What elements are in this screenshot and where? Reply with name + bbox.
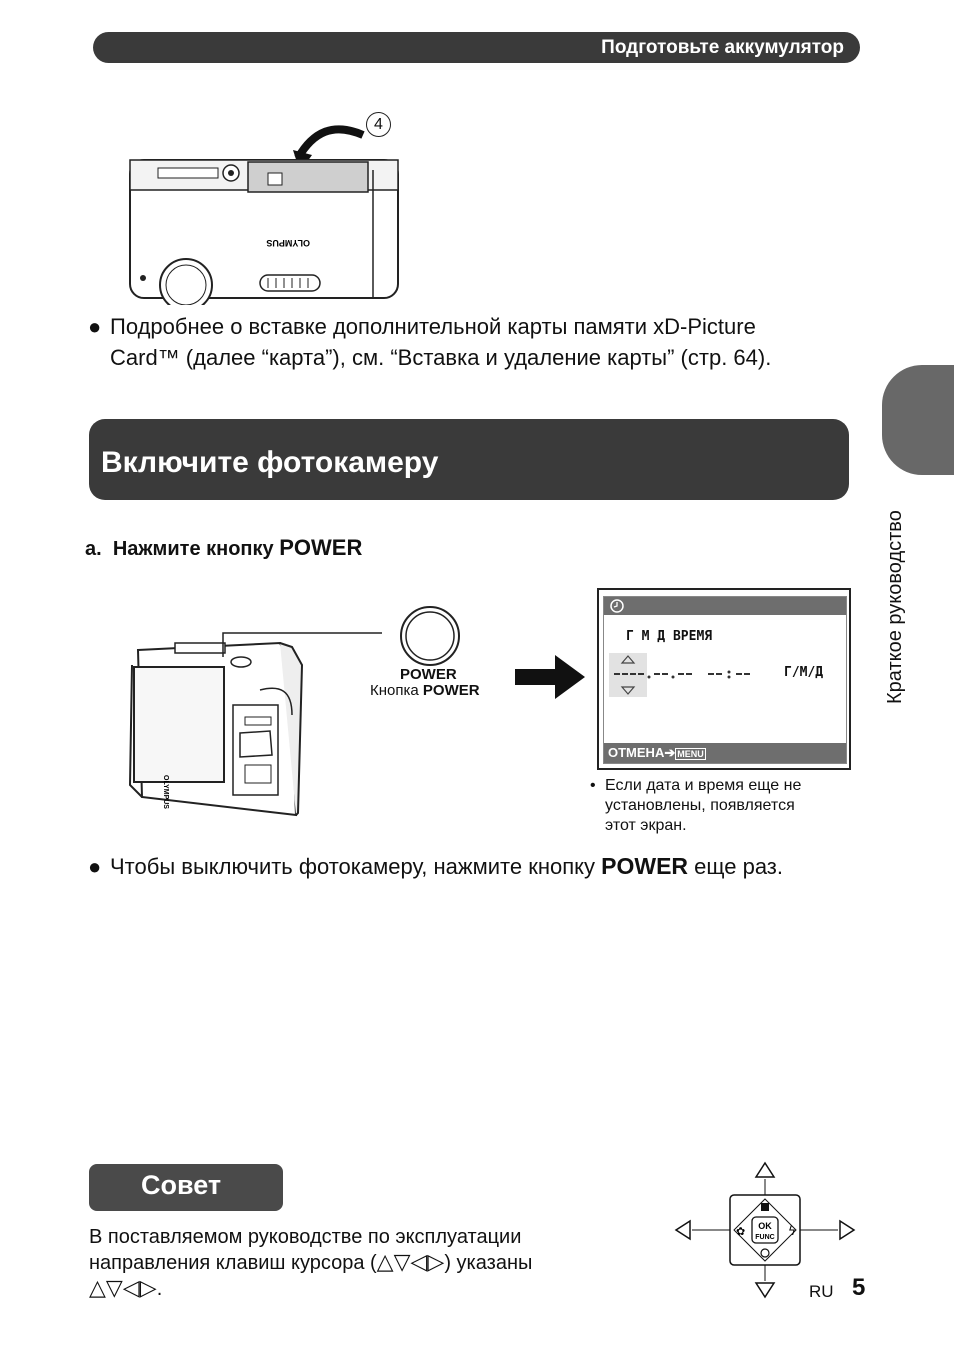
flash-icon: ϟ: [788, 1224, 796, 1238]
power-caption-prefix: Кнопка: [370, 682, 419, 699]
camera-battery-illustration: [118, 110, 408, 305]
right-arrow-icon: [515, 655, 587, 699]
brand-logo: OLYMPUS: [266, 238, 310, 248]
tip-line-1: В поставляемом руководстве по эксплуатации: [89, 1226, 522, 1248]
section-title-bar: [89, 419, 849, 500]
bullet-2-text: Чтобы выключить фотокамеру, нажмите кнопку: [110, 854, 595, 879]
lcd-date-format: Г/М/Д: [784, 665, 824, 680]
arrow-keys-icon: △▽◁▷: [89, 1276, 157, 1301]
tip-text: [89, 1224, 629, 1302]
page-language: RU: [809, 1282, 834, 1301]
step-number-badge: 4: [366, 112, 391, 137]
step-a-key: POWER: [279, 535, 363, 560]
bullet-2-line: [110, 851, 783, 882]
lcd-title-bar: [604, 597, 846, 615]
camera-front-illustration: [120, 625, 390, 820]
bullet-2-key: POWER: [601, 853, 689, 879]
power-button-label: POWER: [400, 666, 457, 683]
step-a-text: Нажмите кнопку: [112, 538, 274, 560]
arrow-right-icon: ➔: [664, 745, 676, 760]
date-placeholder-dashes: [612, 667, 762, 681]
right-arrow-icon: [840, 1221, 854, 1239]
bullet-2-tail: еще раз.: [694, 854, 783, 879]
tip-line-3: [89, 1276, 629, 1302]
section-header-bar: [93, 32, 860, 63]
side-tab-label: Краткое руководство: [884, 510, 906, 704]
page-number: 5: [852, 1274, 866, 1301]
left-arrow-icon: [676, 1221, 690, 1239]
lcd-header-fields: Г М Д ВРЕМЯ: [626, 629, 713, 644]
bullet-line-1: Подробнее о вставке дополнительной карты памяти xD-Picture: [110, 314, 756, 339]
lcd-cancel-label: ОТМЕНА: [608, 745, 665, 760]
bullet-icon: ●: [88, 854, 102, 879]
func-label: FUNC: [755, 1234, 775, 1241]
tip-heading: Совет: [141, 1170, 222, 1200]
macro-icon: ✿: [736, 1225, 746, 1238]
cursor-dial-diagram: [668, 1155, 868, 1300]
tip-line-2: [89, 1250, 629, 1276]
lcd-note: [590, 776, 840, 836]
exposure-icon: [761, 1203, 769, 1211]
ok-label: OK: [758, 1221, 772, 1231]
power-caption-key: POWER: [422, 682, 480, 699]
lcd-bottom-bar: [604, 743, 846, 763]
bullet-line-2: Card™ (далее “карта”), см. “Вставка и удаление карты” (стр. 64).: [110, 345, 772, 370]
tip-line-3-post: .: [156, 1278, 163, 1300]
power-button-icon: [398, 606, 462, 670]
side-tab-marker: [882, 365, 954, 475]
step-a-prefix: a.: [85, 538, 102, 560]
step-a: [85, 535, 362, 561]
tip-heading-box: [89, 1164, 283, 1211]
lcd-panel: [603, 596, 847, 764]
up-arrow-icon: [756, 1163, 774, 1177]
camera-brand-logo: OLYMPUS: [162, 775, 169, 809]
menu-key-label: MENU: [677, 749, 704, 759]
section-title: Включите фотокамеру: [101, 446, 439, 479]
note-line: установлены, появляется: [605, 797, 795, 814]
note-line: Если дата и время еще не: [605, 777, 802, 794]
lcd-date-screen: [597, 588, 851, 770]
arrow-keys-outline-icon: △▽◁▷: [376, 1250, 445, 1275]
tip-line-2-post: ) указаны: [444, 1252, 533, 1274]
down-arrow-icon: [756, 1283, 774, 1297]
tip-line-2-pre: направления клавиш курсора (: [89, 1252, 377, 1274]
bullet-icon: ●: [88, 314, 102, 339]
clock-icon: [608, 598, 626, 614]
note-bullet: •: [590, 777, 596, 794]
note-line: этот экран.: [605, 817, 687, 834]
section-header-title: Подготовьте аккумулятор: [601, 37, 844, 58]
power-button-caption: [370, 682, 480, 699]
